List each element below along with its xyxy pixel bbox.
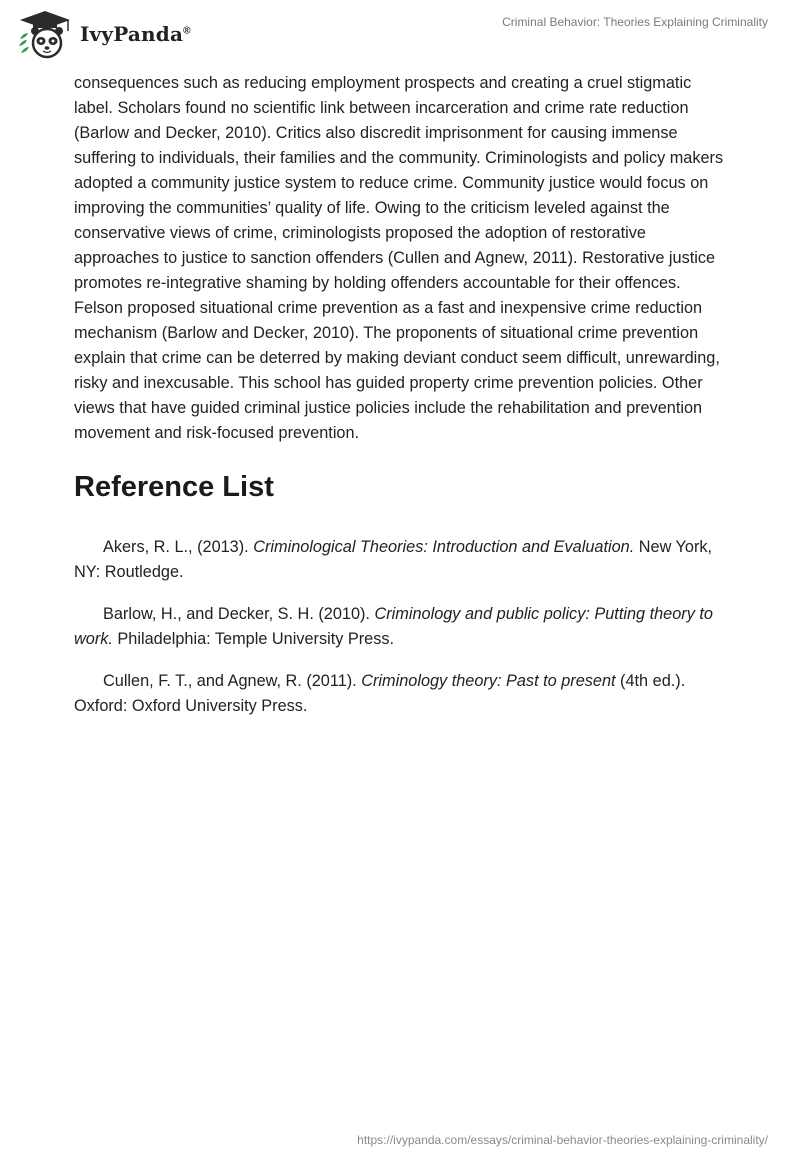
reference-item: Akers, R. L., (2013). Criminological Theories: Introduction and Evaluation. New York, NY: Routledge. — [74, 538, 713, 581]
ivypanda-logo[interactable] — [16, 9, 191, 59]
reference-item: Cullen, F. T., and Agnew, R. (2011). Criminology theory: Past to present (4th ed.). Oxford: Oxford University Press. — [74, 672, 686, 715]
reference-item: Barlow, H., and Decker, S. H. (2010). Criminology and public policy: Putting theory to work. Philadelphia: Temple University Press. — [74, 605, 713, 648]
brand-name: IvyPanda® — [80, 22, 191, 46]
panda-graduate-icon — [16, 9, 74, 59]
source-url-link[interactable]: https://ivypanda.com/essays/criminal-behavior-theories-explaining-criminality/ — [357, 1133, 768, 1147]
page-header — [0, 0, 800, 70]
reference-list-heading: Reference List — [74, 471, 274, 503]
document-content — [74, 71, 734, 719]
body-paragraph: consequences such as reducing employment prospects and creating a cruel stigmatic label. Scholars found no scientific link between incarceration and crime rate reduction (Barlow and Decker, 2010). Critics also discredit imprisonment for causing immense suffering to individuals, their families and the community. Criminologists and policy makers adopted a community justice system to reduce crime. Community justice would focus on improving the communities’ quality of life. Owing to the criticism leveled against the conservative views of crime, criminologists proposed the adoption of restorative approaches to justice to sanction offenders (Cullen and Agnew, 2011). Restorative justice promotes re-integrative shaming by holding offenders accountable for their offences. Felson proposed situational crime prevention as a fast and inexpensive crime reduction mechanism (Barlow and Decker, 2010). The proponents of situational crime prevention explain that crime can be deterred by making deviant conduct seem difficult, unrewarding, risky and inexcusable. This school has guided property crime prevention policies. Other views that have guided criminal justice policies include the rehabilitation and prevention movement and risk-focused prevention. — [74, 74, 724, 442]
document-title: Criminal Behavior: Theories Explaining Criminality — [502, 15, 768, 29]
